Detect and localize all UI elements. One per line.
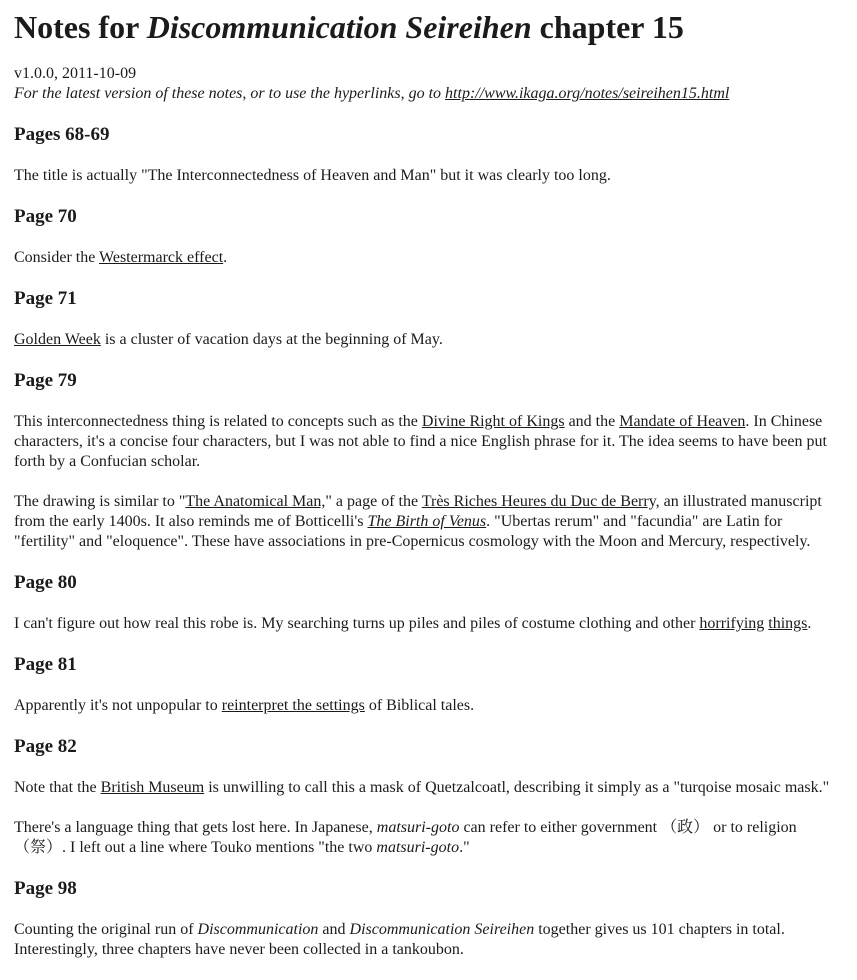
divine-right-of-kings-link[interactable]: Divine Right of Kings	[421, 412, 565, 430]
notes-section-page-71	[14, 288, 843, 350]
page-heading: Pages 68-69	[14, 123, 110, 145]
text-run: There's a language thing that gets lost here. In Japanese,	[14, 818, 377, 836]
text-run: Apparently it's not unpopular to	[14, 696, 222, 714]
text-run: The title is actually "The Interconnectedness of Heaven and Man" but it was clearly too long.	[14, 166, 611, 184]
title-prefix: Notes for	[14, 9, 147, 45]
text-run: Consider the	[14, 248, 100, 266]
page-heading: Page 71	[14, 287, 77, 309]
text-run: . In Chinese characters, it's a concise four characters, but I was not able to find a nice English phrase for it. The idea seems to have been put forth by a Confucian scholar.	[14, 412, 827, 470]
text-run: .	[807, 614, 812, 632]
note-paragraph	[14, 818, 843, 858]
tres-riches-heures-link[interactable]: Très Riches Heures du Duc de Berry,	[421, 492, 660, 510]
page-heading: Page 79	[14, 369, 77, 391]
note-paragraph	[14, 166, 843, 186]
page-heading: Page 98	[14, 877, 77, 899]
mandate-of-heaven-link[interactable]: Mandate of Heaven	[619, 412, 746, 430]
note-paragraph	[14, 330, 843, 350]
text-run: is unwilling to call this a mask of Quetzalcoatl, describing it simply as a "turqoise mosaic mask."	[204, 778, 830, 796]
notes-section-page-79	[14, 370, 843, 552]
text-run: ."	[459, 838, 470, 856]
golden-week-link[interactable]: Golden Week	[14, 330, 101, 348]
text-run: The drawing is similar to "	[14, 492, 186, 510]
anatomical-man-link[interactable]: The Anatomical Man,	[185, 492, 326, 510]
version-info	[14, 64, 843, 104]
horrifying-link[interactable]: horrifying	[699, 614, 765, 632]
page-heading: Page 80	[14, 571, 77, 593]
note-paragraph	[14, 778, 843, 798]
series-title-term: Discommunication Seireihen	[349, 920, 535, 938]
note-paragraph	[14, 696, 843, 716]
text-run: and the	[564, 412, 620, 430]
note-paragraph	[14, 248, 843, 268]
reinterpret-settings-link[interactable]: reinterpret the settings	[221, 696, 365, 714]
text-run: " a page of the	[325, 492, 422, 510]
notes-section-page-80	[14, 572, 843, 634]
notes-section-page-81	[14, 654, 843, 716]
text-run: of Biblical tales.	[364, 696, 475, 714]
things-link[interactable]: things	[768, 614, 808, 632]
page-heading: Page 82	[14, 735, 77, 757]
note-paragraph	[14, 492, 843, 552]
note-paragraph	[14, 412, 843, 472]
text-run: is a cluster of vacation days at the beginning of May.	[100, 330, 443, 348]
page-heading: Page 81	[14, 653, 77, 675]
notes-url-link[interactable]: http://www.ikaga.org/notes/seireihen15.html	[445, 84, 730, 102]
text-run: can refer to either government （政） or to religion （祭）. I left out a line where Touko mentions "the two	[14, 818, 797, 856]
title-series-name: Discommunication Seireihen	[146, 9, 532, 45]
text-run: an illustrated manuscript from the early 1400s. It also reminds me of Botticelli's	[14, 492, 822, 530]
notes-section-page-70	[14, 206, 843, 268]
text-run: and	[318, 920, 350, 938]
notes-section-pages-68-69	[14, 124, 843, 186]
title-suffix: chapter 15	[531, 9, 684, 45]
version-text: v1.0.0, 2011-10-09	[14, 64, 137, 82]
page-heading: Page 70	[14, 205, 77, 227]
british-museum-link[interactable]: British Museum	[100, 778, 205, 796]
matsuri-goto-term: matsuri-goto	[376, 818, 460, 836]
text-run: I can't figure out how real this robe is. My searching turns up piles and piles of costume clothing and other	[14, 614, 700, 632]
birth-of-venus-link[interactable]: The Birth of Venus	[367, 512, 487, 530]
text-run: .	[223, 248, 228, 266]
latest-version-note: For the latest version of these notes, or to use the hyperlinks, go to	[14, 84, 446, 102]
text-run: This interconnectedness thing is related to concepts such as the	[14, 412, 422, 430]
notes-section-page-82	[14, 736, 843, 858]
text-run: Counting the original run of	[14, 920, 198, 938]
series-title-term: Discommunication	[197, 920, 319, 938]
text-run: together gives us 101 chapters in total. Interestingly, three chapters have never been collected in a tankoubon.	[14, 920, 785, 958]
text-run: Note that the	[14, 778, 101, 796]
matsuri-goto-term: matsuri-goto	[376, 838, 460, 856]
document-title	[14, 9, 843, 46]
text-run: . "Ubertas rerum" and "facundia" are Latin for "fertility" and "eloquence". These have associations in pre-Copernicus cosmology with the Moon and Mercury, respectively.	[14, 512, 811, 550]
westermarck-effect-link[interactable]: Westermarck effect	[99, 248, 224, 266]
note-paragraph	[14, 920, 843, 960]
notes-document	[14, 9, 843, 960]
notes-section-page-98	[14, 878, 843, 960]
note-paragraph	[14, 614, 843, 634]
